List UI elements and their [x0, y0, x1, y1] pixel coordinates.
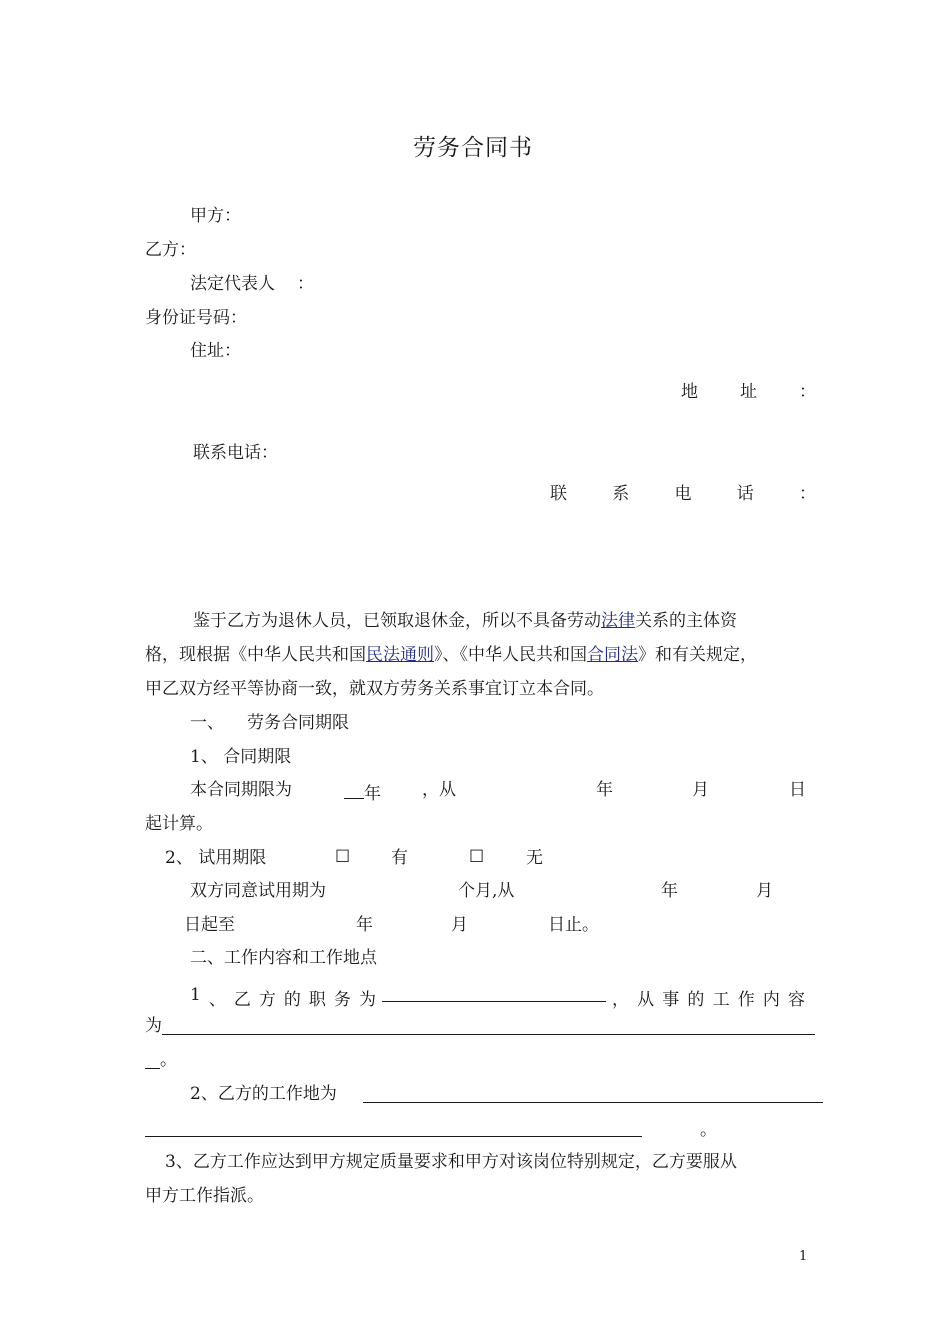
- section-1-title: 劳务合同期限: [247, 713, 349, 733]
- work-content-label: 为: [145, 1016, 162, 1036]
- char: 的: [687, 990, 705, 1010]
- term-year-unit: 年: [364, 784, 381, 804]
- char: 工: [712, 990, 730, 1010]
- char: 容: [787, 990, 805, 1010]
- phone-a-label: 联系电话：: [193, 443, 278, 463]
- party-b-label: 乙方：: [145, 240, 196, 260]
- section-1-number: 一、: [190, 713, 224, 733]
- id-number-label: 身份证号码：: [145, 308, 247, 328]
- char: 方: [258, 990, 276, 1010]
- phone-b-label: [550, 479, 816, 504]
- char: 事: [662, 990, 680, 1010]
- legal-rep-text: 法定代表人: [190, 274, 275, 294]
- trial-title: 2、 试用期限: [165, 848, 267, 868]
- work-content-blank-line-cont[interactable]: [145, 1068, 160, 1069]
- work-content-end: 。: [160, 1050, 177, 1070]
- legal-rep-label: [190, 276, 314, 293]
- preamble-text: 》和有关规定，: [638, 645, 757, 665]
- address-char: 址: [740, 382, 757, 402]
- char: 的: [283, 990, 301, 1010]
- work-location-end: 。: [700, 1120, 717, 1140]
- position-blank-line[interactable]: [382, 1001, 606, 1002]
- char: 务: [333, 990, 351, 1010]
- trial-line-1-prefix: 双方同意试用期为: [190, 881, 326, 901]
- trial-yes-checkbox[interactable]: ☐: [335, 847, 351, 867]
- trial-months: 个月,从: [458, 881, 515, 901]
- party-a-label: 甲方：: [190, 206, 241, 226]
- item-1-title: 1、 合同期限: [190, 747, 292, 767]
- char: 作: [737, 990, 755, 1010]
- term-from: ，从: [422, 780, 456, 800]
- preamble-line-1: [193, 613, 737, 630]
- char: 职: [308, 990, 326, 1010]
- residence-label: 住址：: [190, 341, 241, 361]
- work-location-blank-line[interactable]: [363, 1102, 823, 1103]
- char: 乙: [233, 990, 251, 1010]
- preamble-text: 关系的主体资: [635, 611, 737, 631]
- char: 从: [637, 990, 655, 1010]
- trial-end-month: 月: [451, 915, 468, 935]
- trial-start-month: 月: [756, 881, 773, 901]
- char: 1: [190, 985, 201, 1005]
- term-day: 日: [789, 780, 806, 800]
- document-title: 劳务合同书: [413, 135, 533, 161]
- contract-law-link[interactable]: 合同法: [587, 645, 638, 665]
- phone-char: 电: [674, 484, 692, 504]
- preamble-text: 鉴于乙方为退休人员，已领取退休金，所以不具备劳动: [193, 611, 601, 631]
- char: ，: [612, 990, 629, 1010]
- address-char: ：: [799, 382, 816, 402]
- section-2-title: 二、工作内容和工作地点: [190, 948, 377, 968]
- preamble-line-3: 甲乙双方经平等协商一致，就双方劳务关系事宜订立本合同。: [145, 679, 604, 699]
- work-location-blank-line-2[interactable]: [145, 1136, 642, 1137]
- term-line-2: 起计算。: [145, 814, 213, 834]
- trial-start-year: 年: [661, 881, 678, 901]
- legal-rep-colon: ：: [297, 274, 314, 294]
- sec2-item1-part-b: [612, 985, 805, 1010]
- char: 内: [762, 990, 780, 1010]
- sec2-item3-line-1: 3、乙方工作应达到甲方规定质量要求和甲方对该岗位特别规定，乙方要服从: [165, 1152, 737, 1172]
- phone-char: 系: [612, 484, 630, 504]
- civil-law-link[interactable]: 民法通则: [366, 645, 434, 665]
- trial-yes-label: 有: [391, 848, 408, 868]
- term-prefix: 本合同期限为: [190, 780, 292, 800]
- address-label: [681, 377, 816, 402]
- trial-line-2-prefix: 日起至: [184, 915, 235, 935]
- trial-no-label: 无: [526, 848, 543, 868]
- term-years-underline[interactable]: [344, 782, 364, 799]
- char: 为: [358, 990, 376, 1010]
- phone-char: ：: [799, 484, 816, 504]
- char: 、: [208, 990, 226, 1010]
- page-number: 1: [799, 1249, 808, 1264]
- preamble-line-2: [145, 647, 757, 664]
- law-link[interactable]: 法律: [601, 611, 635, 631]
- sec2-item1-part-a: [190, 985, 376, 1010]
- preamble-text: 》、《中华人民共和国: [434, 645, 587, 665]
- term-month: 月: [692, 780, 709, 800]
- term-year: 年: [596, 780, 613, 800]
- work-content-blank-line[interactable]: [162, 1034, 815, 1035]
- trial-no-checkbox[interactable]: ☐: [469, 847, 485, 867]
- address-char: 地: [681, 382, 698, 402]
- work-location-label: 2、乙方的工作地为: [190, 1084, 337, 1104]
- sec2-item3-line-2: 甲方工作指派。: [145, 1186, 264, 1206]
- phone-char: 话: [736, 484, 754, 504]
- phone-char: 联: [550, 484, 567, 504]
- trial-end-year: 年: [356, 915, 373, 935]
- preamble-text: 格，现根据《中华人民共和国: [145, 645, 366, 665]
- trial-end-day: 日止。: [548, 915, 599, 935]
- term-years-blank: [344, 782, 381, 803]
